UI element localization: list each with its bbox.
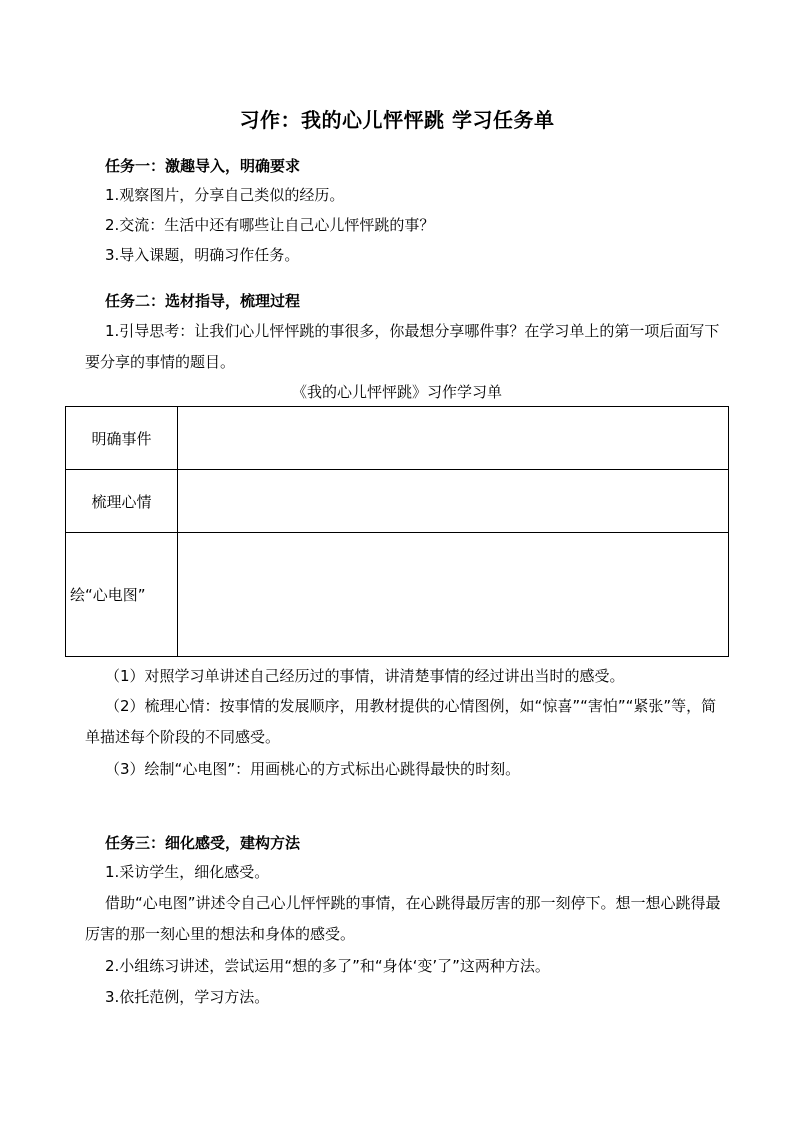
task2-note-1: （1）对照学习单讲述自己经历过的事情，讲清楚事情的经过讲出当时的感受。 (105, 667, 625, 685)
task2-intro: 1.引导思考：让我们心儿怦怦跳的事很多，你最想分享哪件事？在学习单上的第一项后面写下要分享的事情的题目。 (85, 322, 720, 371)
task2-note-2: （2）梳理心情：按事情的发展顺序，用教材提供的心情图例，如“惊喜”“害怕”“紧张”等，简单描述每个阶段的不同感受。 (85, 697, 717, 746)
table-row (66, 407, 729, 470)
task2-heading: 任务二：选材指导，梳理过程 (105, 292, 301, 310)
task3-heading: 任务三：细化感受，建构方法 (105, 834, 301, 852)
row-label-mood: 梳理心情 (66, 470, 178, 533)
table-row (66, 470, 729, 533)
table-row (66, 533, 729, 657)
row-value-mood[interactable] (178, 470, 729, 533)
task1-heading: 任务一：激趣导入，明确要求 (105, 157, 301, 175)
row-label-event: 明确事件 (66, 407, 178, 470)
page-title: 习作：我的心儿怦怦跳 学习任务单 (239, 108, 555, 132)
row-value-event[interactable] (178, 407, 729, 470)
task3-item-1: 1.采访学生，细化感受。 (105, 863, 270, 881)
task1-item-3: 3.导入课题，明确习作任务。 (105, 246, 300, 264)
task1-item-2: 2.交流：生活中还有哪些让自己心儿怦怦跳的事？ (105, 216, 435, 234)
task3-item-2: 2.小组练习讲述，尝试运用“想的多了”和“身体‘变’了”这两种方法。 (105, 957, 550, 975)
row-label-ecg: 绘“心电图” (66, 533, 178, 657)
task3-paragraph: 借助“心电图”讲述令自己心儿怦怦跳的事情，在心跳得最厉害的那一刻停下。想一想心跳得最厉害的那一刻心里的想法和身体的感受。 (85, 894, 721, 943)
study-sheet-table (65, 406, 729, 657)
task2-note-3: （3）绘制“心电图”：用画桃心的方式标出心跳得最快的时刻。 (105, 760, 521, 778)
task1-item-1: 1.观察图片，分享自己类似的经历。 (105, 186, 345, 204)
row-value-ecg[interactable] (178, 533, 729, 657)
task3-item-3: 3.依托范例，学习方法。 (105, 988, 270, 1006)
table-caption: 《我的心儿怦怦跳》习作学习单 (291, 383, 502, 401)
